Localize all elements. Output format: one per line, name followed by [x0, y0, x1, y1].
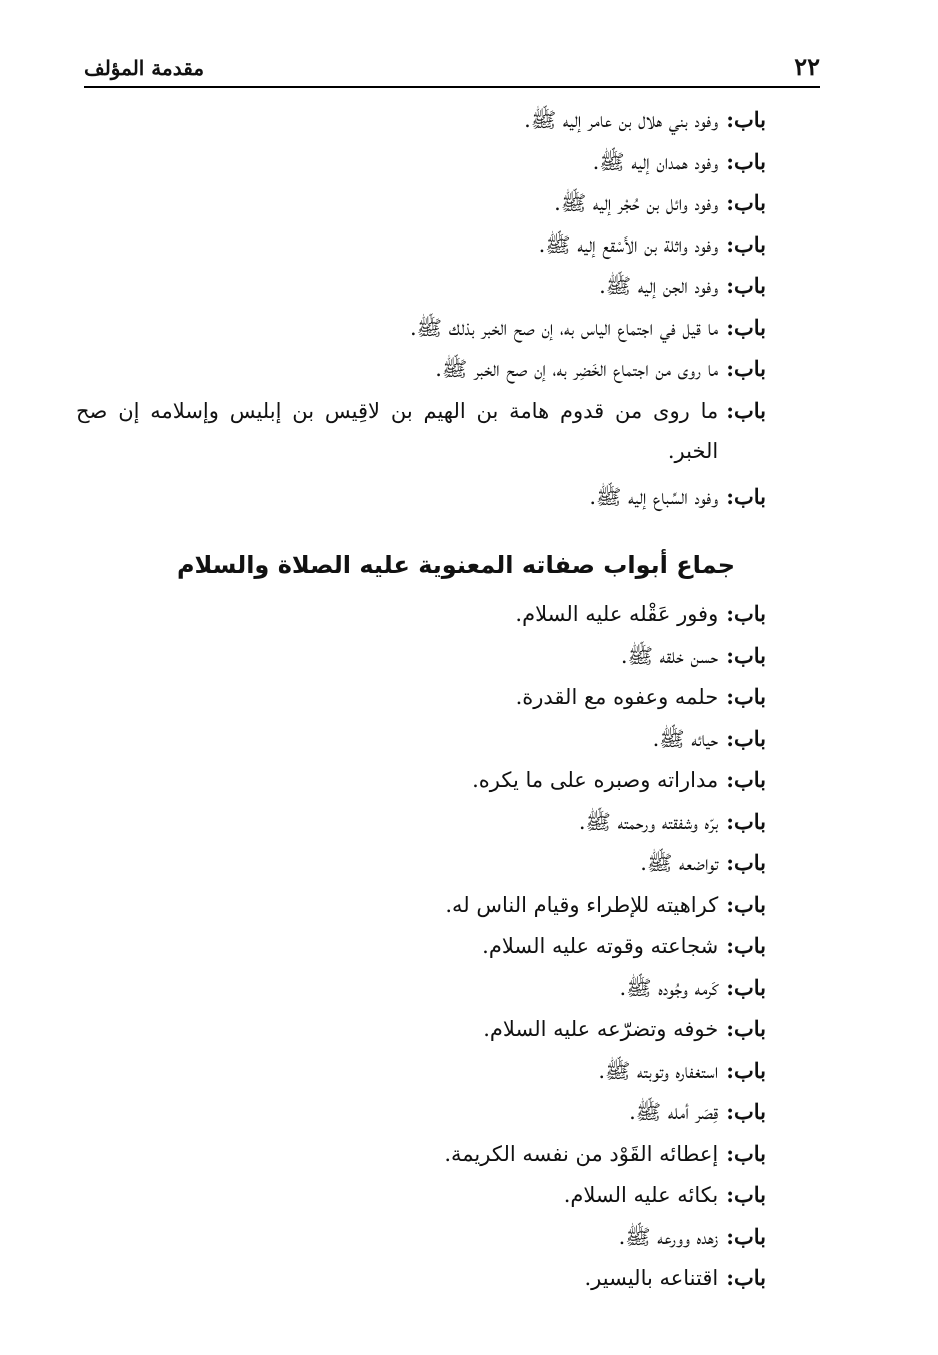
entry-text: حسن خلقه ﷺ.	[620, 643, 719, 668]
entry-text: كراهيته للإطراء وقيام الناس له.	[445, 892, 719, 917]
entry-label: باب:	[726, 107, 766, 132]
entries-part-1	[76, 100, 766, 518]
entry-label: باب:	[726, 767, 766, 792]
page-header	[84, 50, 820, 88]
entry-label: باب:	[726, 314, 766, 340]
entry-text: ما قيل في اجتماع الياس به، إن صح الخبر بذلك ﷺ.	[410, 315, 719, 340]
chapter-entry	[76, 719, 766, 761]
entry-label: باب:	[726, 397, 766, 423]
chapter-entry	[76, 349, 766, 391]
entry-label: باب:	[726, 974, 766, 1000]
entry-text: وفود همدان إليه ﷺ.	[592, 149, 719, 174]
chapter-entry	[76, 1092, 766, 1134]
entry-text: استغفاره وتوبته ﷺ.	[598, 1058, 719, 1083]
entry-label: باب:	[726, 850, 766, 875]
entry-text: قِصَر أمله ﷺ.	[629, 1100, 719, 1124]
entry-label: باب:	[726, 273, 766, 298]
entry-text: وفود بني هلال بن عامر إليه ﷺ.	[524, 108, 719, 132]
entry-label: باب:	[726, 684, 766, 709]
chapter-entry	[76, 225, 766, 267]
entry-text: وفور عَقْله عليه السلام.	[515, 602, 719, 626]
entry-text: كَرمه وجُوده ﷺ.	[619, 975, 719, 1000]
entry-label: باب:	[726, 1016, 766, 1041]
entry-text: وفود السِّباع إليه ﷺ.	[589, 484, 719, 509]
entry-label: باب:	[726, 483, 766, 509]
entry-text: بكائه عليه السلام.	[563, 1183, 719, 1207]
entry-label: باب:	[726, 642, 766, 668]
entry-label: باب:	[726, 725, 766, 751]
entry-label: باب:	[726, 1057, 766, 1083]
entry-text: خوفه وتضرّعه عليه السلام.	[483, 1017, 719, 1041]
chapter-entry	[76, 1009, 766, 1051]
entry-label: باب:	[726, 933, 766, 958]
entry-label: باب:	[726, 891, 766, 917]
chapter-entry	[76, 926, 766, 968]
chapter-entry	[76, 1051, 766, 1093]
chapter-entry	[76, 594, 766, 636]
chapter-entry	[76, 802, 766, 844]
entry-label: باب:	[726, 1265, 766, 1290]
chapter-list	[76, 100, 766, 1300]
chapter-entry	[76, 100, 766, 142]
entry-text: وفود واثلة بن الأَسْقع إليه ﷺ.	[538, 232, 719, 257]
chapter-entry	[76, 968, 766, 1010]
entry-label: باب:	[726, 808, 766, 834]
entry-label: باب:	[726, 356, 766, 381]
entry-label: باب:	[726, 1099, 766, 1124]
entry-text: حيائه ﷺ.	[652, 726, 719, 751]
section-heading: جماع أبواب صفاته المعنوية عليه الصلاة والسلام	[176, 551, 736, 579]
page-number: ٢٢	[794, 52, 820, 81]
entry-text: ما روى من اجتماع الخَضِر به، إن صح الخبر ﷺ.	[435, 357, 719, 381]
entry-text: إعطائه القَوْد من نفسه الكريمة.	[444, 1141, 719, 1166]
chapter-entry	[76, 183, 766, 225]
entry-label: باب:	[726, 1140, 766, 1166]
chapter-entry	[76, 843, 766, 885]
entries-part-2	[76, 594, 766, 1300]
entry-label: باب:	[726, 1223, 766, 1249]
entry-text: برّه وشفقته ورحمته ﷺ.	[578, 809, 719, 834]
entry-text: تواضعه ﷺ.	[640, 851, 719, 875]
entry-text: وفود الجن إليه ﷺ.	[599, 274, 719, 298]
entry-label: باب:	[726, 148, 766, 174]
chapter-entry	[76, 1175, 766, 1217]
chapter-entry	[76, 477, 766, 519]
entry-text: حلمه وعفوه مع القدرة.	[515, 685, 719, 709]
chapter-entry	[76, 142, 766, 184]
chapter-entry	[76, 391, 766, 477]
entry-label: باب:	[726, 1182, 766, 1207]
entry-label: باب:	[726, 190, 766, 215]
chapter-entry	[76, 1217, 766, 1259]
chapter-entry	[76, 308, 766, 350]
entry-text: وفود وائل بن حُجْر إليه ﷺ.	[554, 191, 719, 215]
entry-text: زهده وورعه ﷺ.	[618, 1224, 719, 1249]
entry-text: شجاعته وقوته عليه السلام.	[482, 934, 719, 958]
chapter-entry	[76, 266, 766, 308]
entry-label: باب:	[726, 601, 766, 626]
entry-text: مداراته وصبره على ما يكره.	[472, 768, 719, 792]
entry-text: ما روى من قدوم هامة بن الهيم بن لاقِيس بن إبليس وإسلامه إن صح الخبر.	[76, 398, 719, 463]
chapter-entry	[76, 677, 766, 719]
chapter-entry	[76, 1258, 766, 1300]
chapter-entry	[76, 885, 766, 927]
chapter-entry	[76, 636, 766, 678]
chapter-entry	[76, 760, 766, 802]
entry-label: باب:	[726, 231, 766, 257]
entry-text: اقتناعه باليسير.	[584, 1266, 719, 1290]
running-title: مقدمة المؤلف	[84, 56, 205, 80]
chapter-entry	[76, 1134, 766, 1176]
